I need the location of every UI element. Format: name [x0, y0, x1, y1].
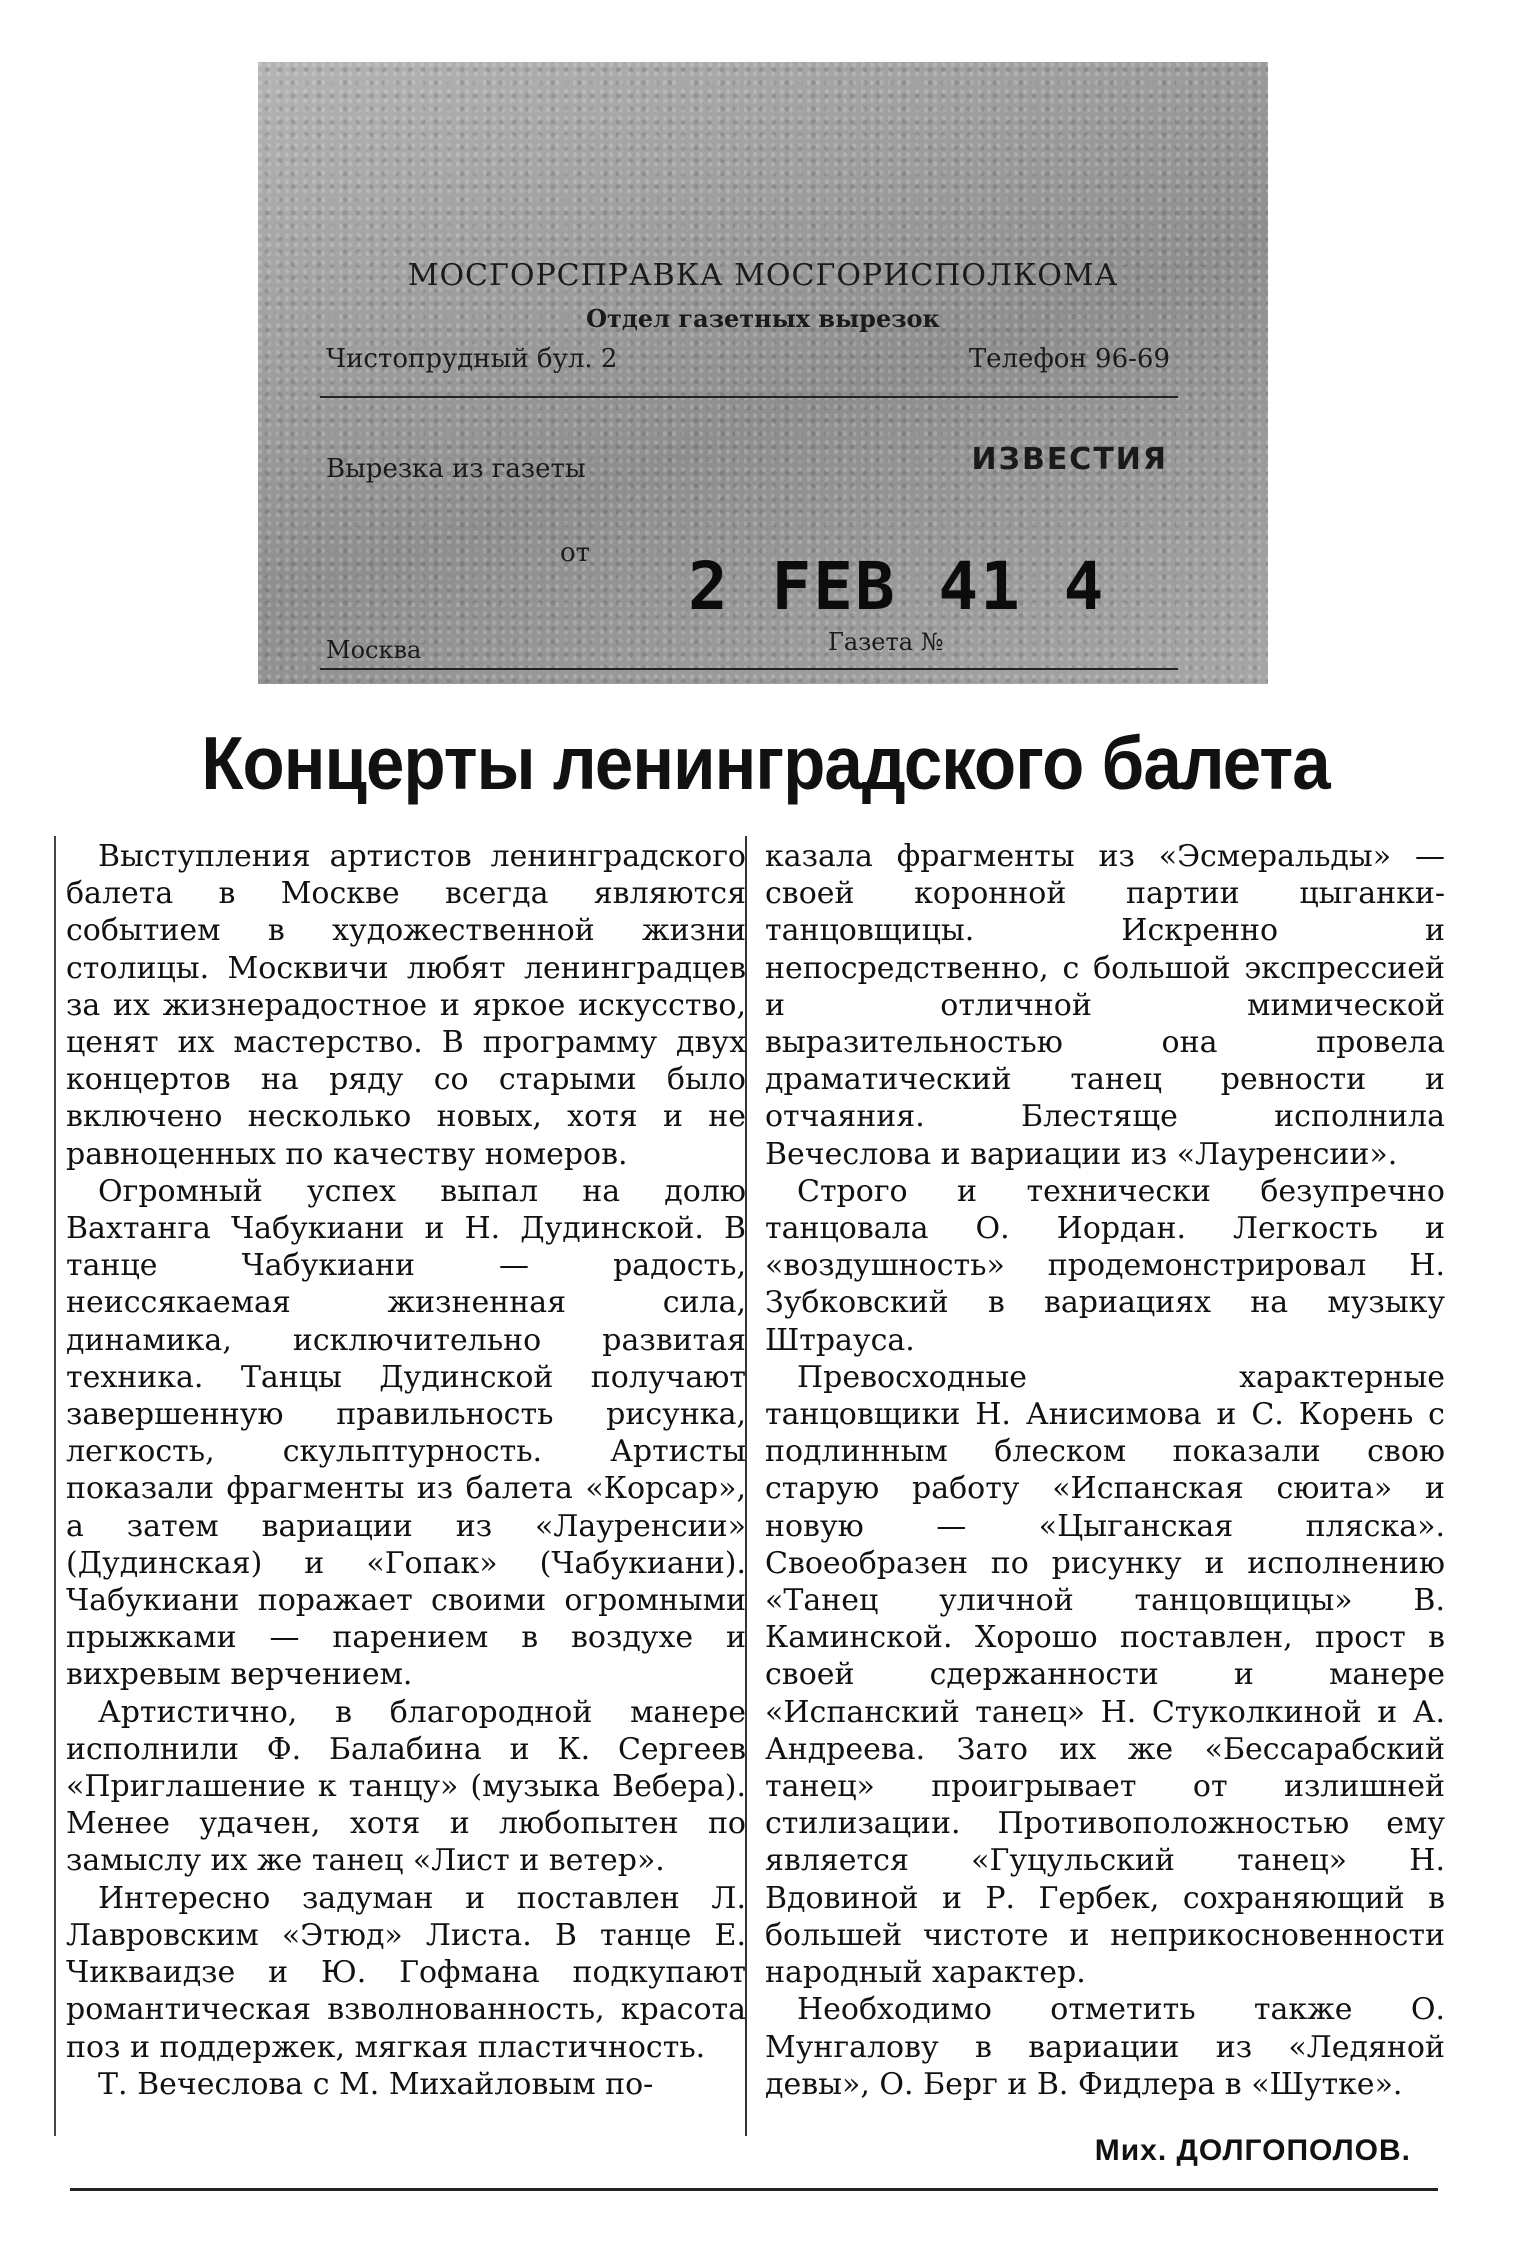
stamp-organization: МОСГОРСПРАВКА МОСГОРИСПОЛКОМА [407, 258, 1119, 293]
article-headline: Концерты ленинградского балета [201, 721, 1330, 805]
stamp-address: Чистопрудный бул. 2 [326, 344, 618, 374]
stamp-from-label: от [560, 538, 591, 568]
article-paragraph: Выступления артистов ленинградского балета в Москве всегда являются событием в художественной жизни столицы. Москвичи любят ленинградцев за их жизнерадостное и яркое искусство, ценят их мастерство. В программу двух концертов на ряду со старыми было включено несколько новых, хотя и не равноценных по качеству номеров. [66, 839, 746, 1172]
clipping-stamp [258, 62, 1268, 684]
article-paragraph: Огромный успех выпал на долю Вахтанга Чабукиани и Н. Дудинской. В танце Чабукиани — радость, неиссякаемая жизненная сила, динамика, исключительно развитая техника. Танцы Дудинской получают завершенную правильность рисунка, легкость, скульптурность. Артисты показали фрагменты из балета «Корсар», а затем вариации из «Лауренсии» (Дудинская) и «Гопак» (Чабукиани). Чабукиани поражает своими огромными прыжками — парением в воздухе и вихревым верчением. [66, 1173, 746, 1693]
stamp-clipping-label: Вырезка из газеты [326, 454, 586, 484]
stamp-department: Отдел газетных вырезок [586, 304, 940, 333]
stamp-divider [320, 396, 1178, 398]
stamp-issue-label: Газета № [828, 628, 944, 656]
article-paragraph: Т. Вечеслова с М. Михайловым по- [98, 2066, 654, 2102]
article-column-left [66, 838, 746, 2103]
article-column-right [765, 838, 1445, 2103]
stamp-newspaper-name: ИЗВЕСТИЯ [971, 442, 1168, 477]
stamp-city: Москва [326, 636, 422, 664]
stamp-bottom-divider [320, 668, 1178, 670]
article-byline: Мих. ДОЛГОПОЛОВ. [1094, 2134, 1411, 2167]
article-paragraph: Необходимо отметить также О. Мунгалову в вариации из «Ледяной девы», О. Берг и В. Фидлера в «Шутке». [765, 1992, 1445, 2102]
stamp-date: 2 FEB 41 4 [688, 548, 1106, 625]
article-paragraph: Интересно задуман и поставлен Л. Лавровским «Этюд» Листа. В танце Е. Чикваидзе и Ю. Гофмана подкупают романтическая взволнованность, красота поз и поддержек, мягкая пластичность. [66, 1880, 746, 2065]
article-paragraph-continued: казала фрагменты из «Эсмеральды» — своей коронной партии цыганки-танцовщицы. Искренно и непосредственно, с большой экспрессией и отличной мимической выразительностью она провела драматический танец ревности и отчаяния. Блестяще исполнила Вечеслова и вариации из «Лауренсии». [765, 839, 1445, 1172]
stamp-phone: Телефон 96-69 [968, 344, 1170, 374]
article-paragraph: Превосходные характерные танцовщики Н. Анисимова и С. Корень с подлинным блеском показали свою старую работу «Испанская сюита» и новую — «Цыганская пляска». Своеобразен по рисунку и исполнению «Танец уличной танцовщицы» В. Каминской. Хорошо поставлен, прост в своей сдержанности и манере «Испанский танец» Н. Стуколкиной и А. Андреева. Зато их же «Бессарабский танец» проигрывает от излишней стилизации. Противоположностью ему является «Гуцульский танец» Н. Вдовиной и Р. Гербек, сохраняющий в большей чистоте и неприкосновенности народный характер. [765, 1359, 1445, 1991]
article-bottom-rule [70, 2188, 1438, 2191]
article-paragraph: Артистично, в благородной манере исполнили Ф. Балабина и К. Сергеев «Приглашение к танцу» (музыка Вебера). Менее удачен, хотя и любопытен по замыслу их же танец «Лист и ветер». [66, 1694, 746, 1879]
article-paragraph: Строго и технически безупречно танцовала О. Иордан. Легкость и «воздушность» продемонстрировал Н. Зубковский в вариациях на музыку Штрауса. [765, 1173, 1445, 1358]
column-left-edge [54, 836, 56, 2136]
